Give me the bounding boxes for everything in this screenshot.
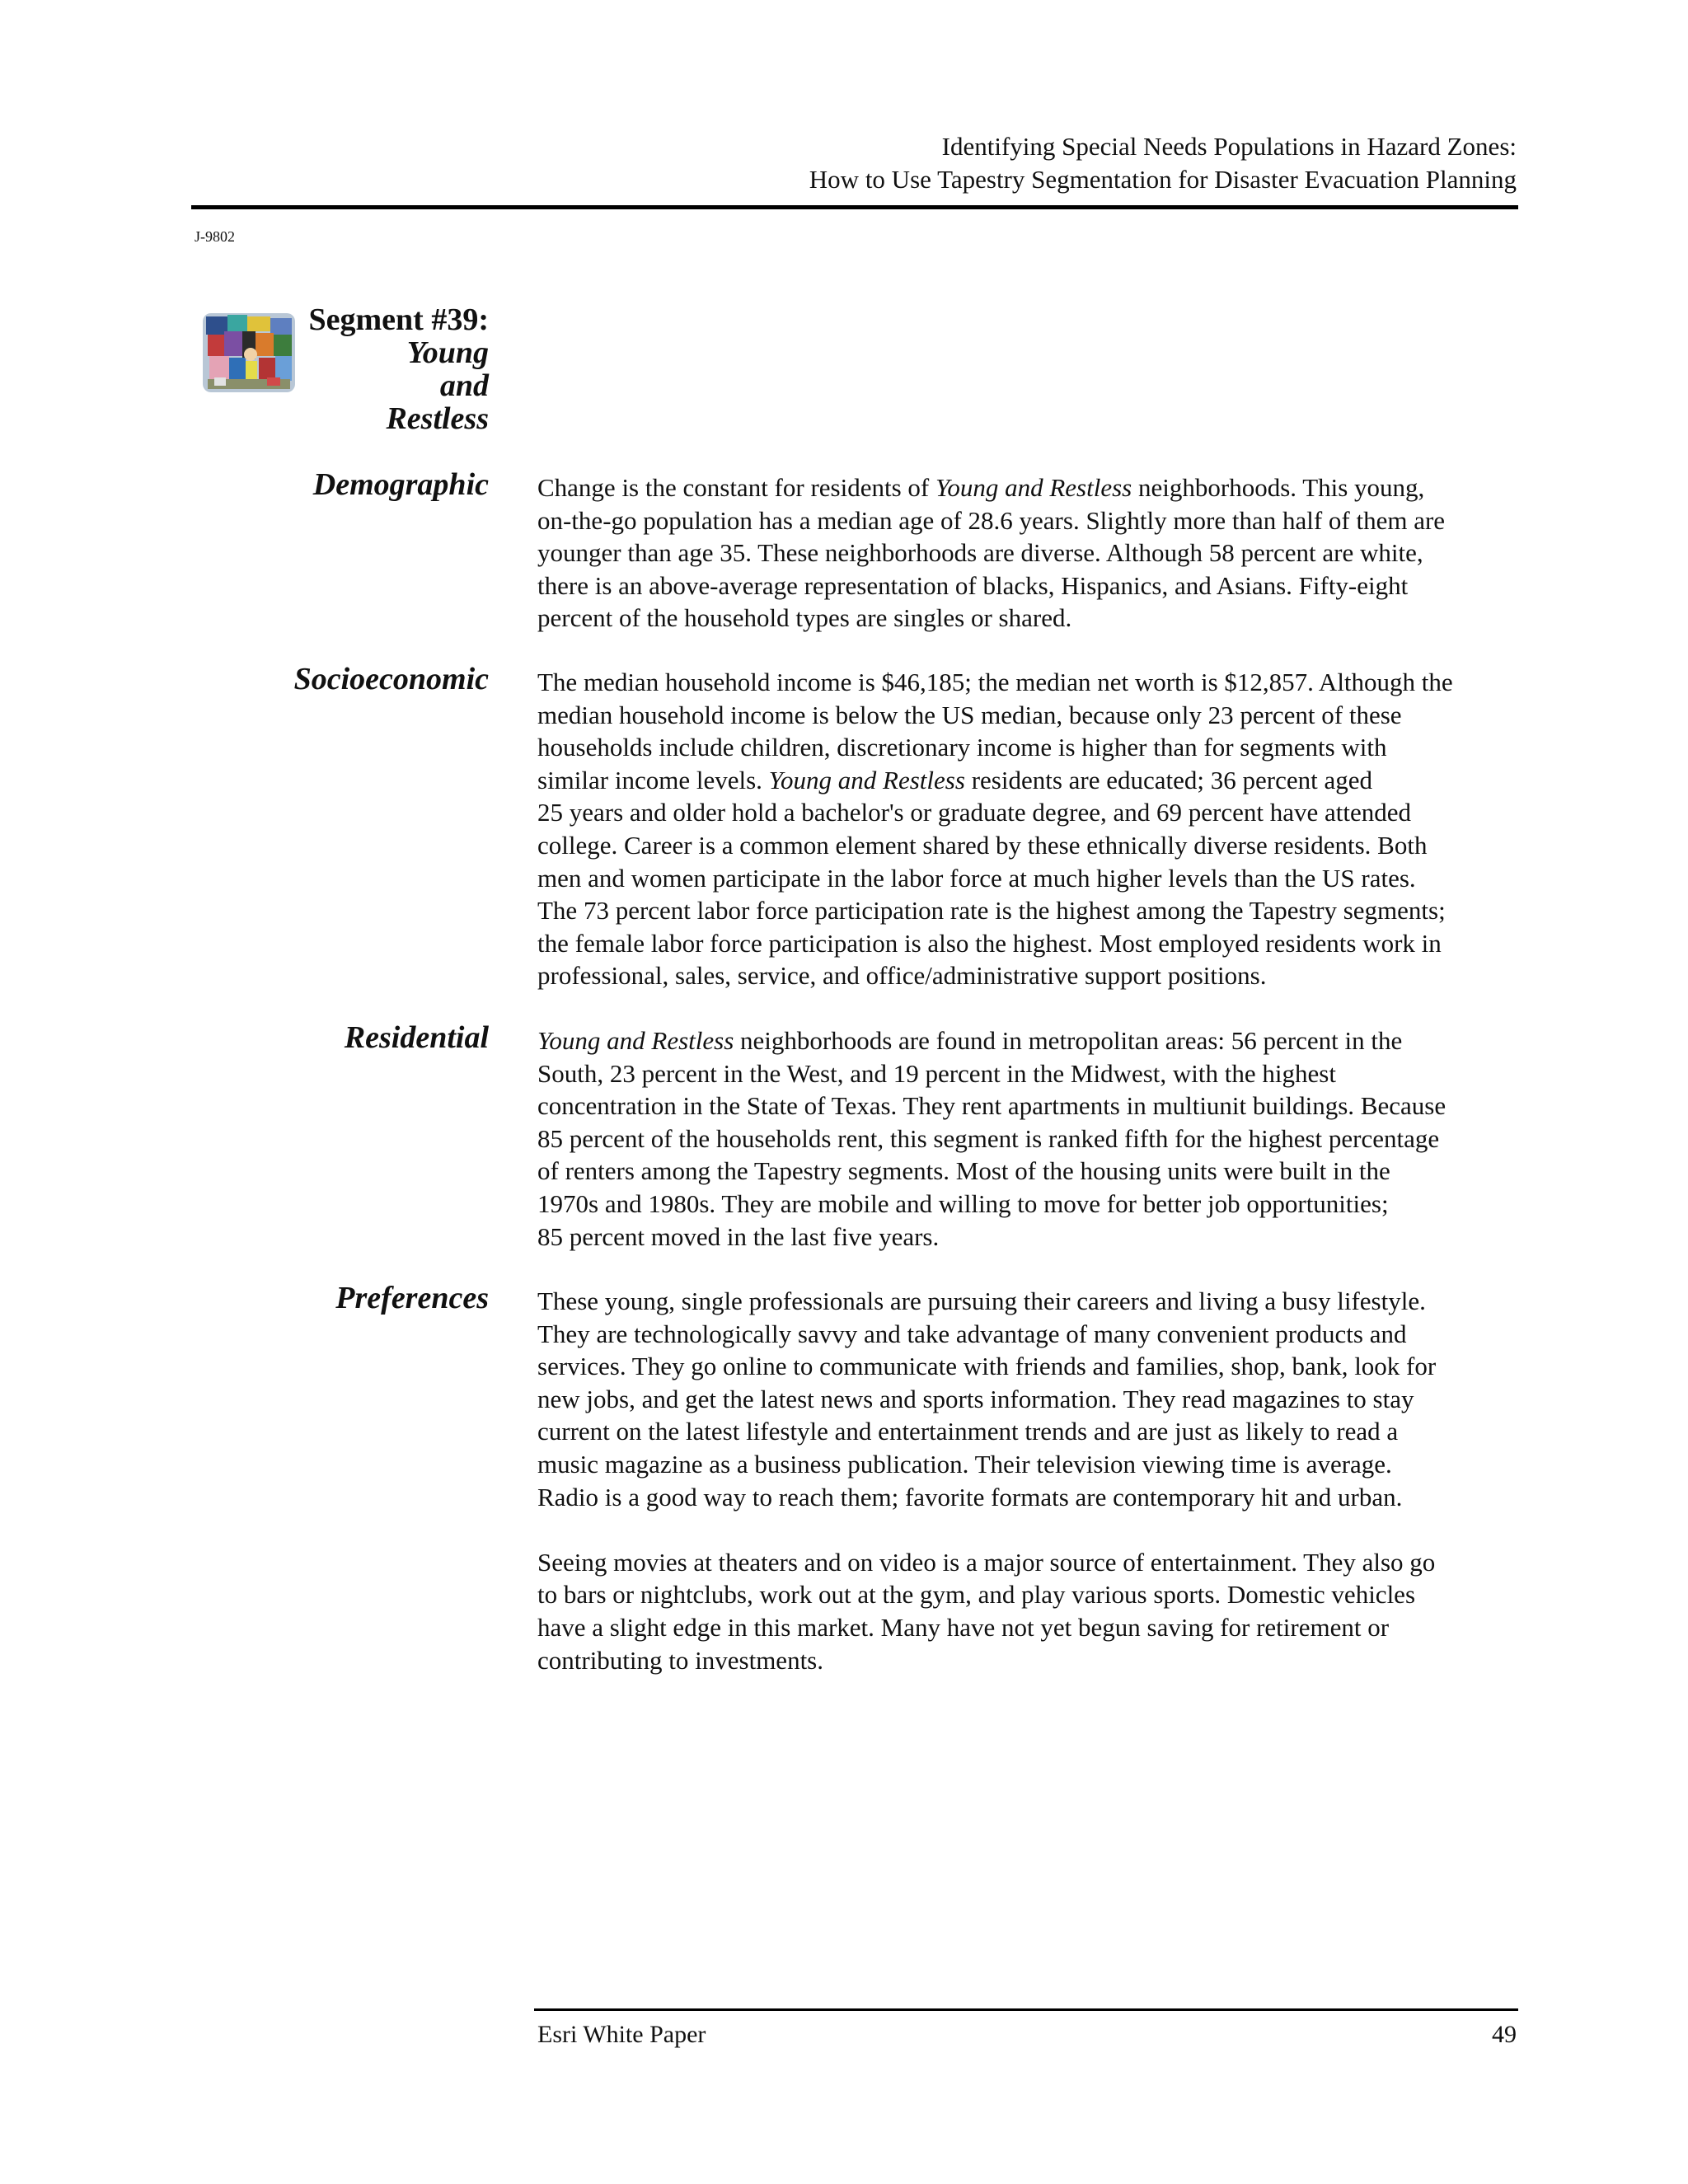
document-code: J-9802 <box>195 228 235 245</box>
footer-publication: Esri White Paper <box>537 2021 706 2048</box>
section-body-demographic <box>537 471 1518 635</box>
section-label-socioeconomic: Socioeconomic <box>293 662 489 696</box>
paragraph <box>537 471 1518 635</box>
page-number: 49 <box>1492 2021 1517 2048</box>
paragraph-text: The median household income is $46,185; the median net worth is $12,857. Although the median household income is below the US median, because only 23 percent of these households include children, discretionary income is higher than for segments with similar income levels. <box>537 668 1453 794</box>
paragraph-text: residents are educated; 36 percent aged 25 years and older hold a bachelor's or graduate degree, and 69 percent have attended college. Career is a common element shared by these ethnically diverse residents. Both men and women participate in the labor force at much higher levels than the US rates. The 73 percent labor force participation rate is the highest among the Tapestry segments; the female labor force participation is also the highest. Most employed residents work in professional, sales, service, and office/administrative support positions. <box>537 765 1446 991</box>
segment-number: Segment #39: <box>308 302 489 337</box>
section-body-residential <box>537 1024 1518 1253</box>
segment-name-emphasis: Young and Restless <box>537 1026 734 1055</box>
paragraph-text: These young, single professionals are pursuing their careers and living a busy lifestyle. They are technologically savvy and take advantage of many convenient products and services. They go online to communicate with friends and families, shop, bank, look for new jobs, and get the latest news and sports information. They read magazines to stay current on the latest lifestyle and entertainment trends and are just as likely to read a music magazine as a business publication. Their television viewing time is average. Radio is a good way to reach them; favorite formats are contemporary hit and urban. <box>537 1286 1437 1511</box>
segment-name-line-3: Restless <box>386 401 489 436</box>
section-label-preferences: Preferences <box>335 1281 489 1315</box>
paragraph-text: neighborhoods. This young, on-the-go population has a median age of 28.6 years. Slightly more than half of them are younger than age 35. These neighborhoods are diverse. Although 58 percent are white, there is an above-average representation of blacks, Hispanics, and Asians. Fifty-eight percent of the household types are singles or shared. <box>537 473 1446 633</box>
paragraph <box>537 1285 1518 1513</box>
paragraph <box>537 666 1518 992</box>
segment-name-line-1: Young <box>406 335 489 370</box>
segment-name-line-2: and <box>439 368 489 403</box>
running-header <box>191 130 1517 196</box>
section-label-residential: Residential <box>344 1020 489 1055</box>
paragraph-text: Change is the constant for residents of <box>537 473 935 502</box>
header-title-line-1: Identifying Special Needs Populations in Hazard Zones: <box>941 132 1517 161</box>
paragraph <box>537 1024 1518 1253</box>
section-label-demographic: Demographic <box>312 467 489 502</box>
header-divider <box>191 205 1518 209</box>
section-body-preferences <box>537 1285 1518 1676</box>
segment-name-emphasis: Young and Restless <box>935 473 1132 502</box>
paragraph <box>537 1546 1518 1676</box>
paragraph-text: neighborhoods are found in metropolitan areas: 56 percent in the South, 23 percent in the West, and 19 percent in the Midwest, with the highest concentration in the State of Texas. They rent apartments in multiunit buildings. Because 85 percent of the households rent, this segment is ranked fifth for the highest percentage of renters among the Tapestry segments. Most of the housing units were built in the 1970s and 1980s. They are mobile and willing to move for better job opportunities; 85 percent moved in the last five years. <box>537 1026 1447 1251</box>
section-body-socioeconomic <box>537 666 1518 992</box>
footer-divider <box>534 2008 1518 2011</box>
segment-name-emphasis: Young and Restless <box>768 765 965 794</box>
segment-title <box>247 303 489 435</box>
paragraph-text: Seeing movies at theaters and on video is a major source of entertainment. They also go to bars or nightclubs, work out at the gym, and play various sports. Domestic vehicles have a slight edge in this market. Many have not yet begun saving for retirement or contributing to investments. <box>537 1547 1436 1675</box>
header-title-line-2: How to Use Tapestry Segmentation for Disaster Evacuation Planning <box>809 165 1517 194</box>
